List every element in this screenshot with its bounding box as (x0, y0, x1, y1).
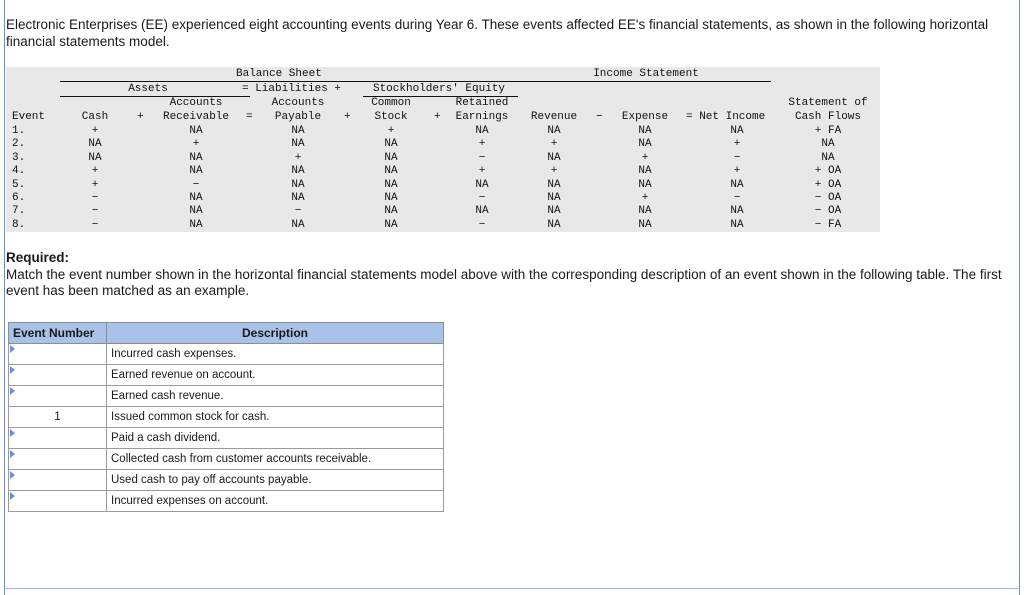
input-marker-icon (10, 492, 15, 500)
model-cell-accounts-receivable: − (192, 178, 200, 191)
model-cell-cash: + (91, 178, 99, 191)
model-cell-revenue: NA (547, 192, 561, 204)
header-statement-of: Statement of (788, 97, 868, 109)
model-cell-accounts-payable: NA (291, 138, 305, 151)
required-section (6, 250, 1006, 300)
col-net-income: = Net Income (686, 111, 766, 123)
match-row (9, 344, 444, 365)
model-cell-retained-earnings: + (478, 165, 486, 178)
header-income-statement: Income Statement (593, 68, 699, 80)
model-cell-net-income: − (733, 192, 741, 204)
model-cell-event: 7. (12, 205, 26, 218)
event-description: Collected cash from customer accounts receivable. (107, 449, 444, 470)
header-accounts-receivable-top: Accounts (169, 97, 223, 109)
model-cell-retained-earnings: NA (475, 205, 489, 218)
col-cash-flows: Cash Flows (794, 111, 861, 123)
col-plus-3: + (434, 111, 441, 123)
model-cell-retained-earnings: + (478, 138, 486, 151)
col-minus: − (596, 111, 603, 123)
event-description: Earned revenue on account. (107, 365, 444, 386)
input-marker-icon (10, 345, 15, 353)
match-row (9, 386, 444, 407)
event-description: Issued common stock for cash. (107, 407, 444, 428)
required-text: Match the event number shown in the horizontal financial statements model above with the corresponding description of an event shown in the following table. The first event has been matched as an example. (6, 266, 1002, 298)
match-row (9, 449, 444, 470)
header-retained: Retained (455, 97, 509, 109)
model-cell-accounts-payable: NA (291, 165, 305, 178)
input-marker-icon (10, 450, 15, 458)
model-cell-accounts-receivable: + (192, 138, 200, 151)
model-cell-expense: + (641, 192, 649, 204)
model-cell-accounts-payable: NA (291, 192, 305, 204)
model-cell-accounts-payable: − (294, 205, 302, 218)
model-cell-revenue: NA (547, 151, 561, 164)
model-cell-event: 2. (12, 138, 26, 151)
col-revenue: Revenue (530, 111, 578, 123)
model-cell-common-stock: NA (384, 151, 398, 164)
event-description: Incurred cash expenses. (107, 344, 444, 365)
event-number-input[interactable] (9, 365, 107, 386)
event-description: Paid a cash dividend. (107, 428, 444, 449)
required-title: Required: (6, 250, 70, 265)
model-cell-cash-flows: NA (821, 138, 835, 151)
model-cell-retained-earnings: NA (475, 125, 489, 137)
model-cell-revenue: NA (547, 178, 561, 191)
model-cell-cash-flows: − FA (814, 218, 842, 231)
model-cell-event: 3. (12, 151, 26, 164)
match-row (9, 365, 444, 386)
model-cell-net-income: + (733, 138, 741, 151)
model-cell-net-income: − (733, 151, 741, 164)
model-cell-common-stock: NA (384, 178, 398, 191)
event-description: Incurred expenses on account. (107, 491, 444, 512)
event-number-input[interactable] (9, 428, 107, 449)
header-liabilities: = Liabilities + (242, 83, 342, 95)
col-cash: Cash (81, 111, 109, 123)
model-cell-revenue: NA (547, 125, 561, 137)
event-number-input[interactable] (9, 470, 107, 491)
model-cell-event: 8. (12, 218, 26, 231)
header-assets: Assets (128, 83, 168, 95)
model-cell-cash-flows: − OA (814, 205, 842, 218)
event-description: Earned cash revenue. (107, 386, 444, 407)
model-cell-event: 6. (12, 192, 26, 204)
model-cell-accounts-receivable: NA (189, 192, 203, 204)
model-cell-expense: NA (638, 138, 652, 151)
model-cell-cash-flows: − OA (814, 192, 842, 204)
model-cell-revenue: NA (547, 205, 561, 218)
match-row (9, 428, 444, 449)
model-cell-cash: + (91, 125, 99, 137)
model-cell-common-stock: NA (384, 218, 398, 231)
match-row (9, 491, 444, 512)
model-cell-revenue: NA (547, 218, 561, 231)
model-cell-net-income: + (733, 165, 741, 178)
model-cell-revenue: + (550, 138, 558, 151)
model-cell-common-stock: NA (384, 165, 398, 178)
model-cell-event: 1. (12, 125, 26, 137)
header-common: Common (371, 97, 411, 109)
model-cell-cash: − (91, 192, 99, 204)
model-cell-accounts-receivable: NA (189, 125, 203, 137)
model-cell-event: 5. (12, 178, 26, 191)
header-event-number: Event Number (9, 323, 107, 344)
model-cell-retained-earnings: − (478, 218, 486, 231)
input-marker-icon (10, 471, 15, 479)
event-number-value[interactable]: 1 (9, 407, 107, 428)
model-cell-cash-flows: + OA (814, 165, 842, 178)
model-cell-revenue: + (550, 165, 558, 178)
model-cell-accounts-receivable: NA (189, 165, 203, 178)
model-cell-expense: NA (638, 218, 652, 231)
model-cell-net-income: NA (730, 178, 744, 191)
event-number-input[interactable] (9, 449, 107, 470)
col-receivable: Receivable (162, 111, 229, 123)
model-cell-net-income: NA (730, 218, 744, 231)
horizontal-statements-model (6, 67, 880, 232)
model-cell-accounts-payable: + (294, 151, 302, 164)
matching-table-body (9, 344, 444, 512)
col-plus-1: + (137, 111, 144, 123)
model-cell-cash: + (91, 165, 99, 178)
model-cell-common-stock: NA (384, 192, 398, 204)
header-accounts-payable-top: Accounts (271, 97, 325, 109)
input-marker-icon (10, 429, 15, 437)
model-cell-retained-earnings: − (478, 192, 486, 204)
model-cell-accounts-payable: NA (291, 125, 305, 137)
model-cell-common-stock: + (387, 125, 395, 137)
match-row (9, 407, 444, 428)
intro-text: Electronic Enterprises (EE) experienced eight accounting events during Year 6. These events affected EE's financial statements, as shown in the following horizontal financial statements model. (6, 17, 989, 49)
model-cell-common-stock: NA (384, 138, 398, 151)
model-cell-accounts-receivable: NA (189, 151, 203, 164)
model-cell-cash: − (91, 218, 99, 231)
model-cell-cash-flows: + FA (814, 125, 842, 137)
left-border (4, 0, 5, 595)
model-cell-accounts-payable: NA (291, 178, 305, 191)
model-cell-cash: NA (88, 138, 102, 151)
event-number-input[interactable] (9, 344, 107, 365)
model-cell-retained-earnings: NA (475, 178, 489, 191)
model-cell-accounts-payable: NA (291, 218, 305, 231)
model-cell-event: 4. (12, 165, 26, 178)
model-cell-expense: NA (638, 165, 652, 178)
header-rule (60, 81, 771, 82)
model-cell-expense: NA (638, 125, 652, 137)
bottom-border (4, 588, 1020, 589)
col-payable: Payable (274, 111, 322, 123)
model-cell-cash: NA (88, 151, 102, 164)
model-cell-accounts-receivable: NA (189, 205, 203, 218)
model-cell-expense: NA (638, 178, 652, 191)
input-marker-icon (10, 387, 15, 395)
event-description: Used cash to pay off accounts payable. (107, 470, 444, 491)
right-border (1019, 0, 1020, 595)
event-number-input[interactable] (9, 491, 107, 512)
model-cell-cash-flows: NA (821, 151, 835, 164)
model-cell-cash: − (91, 205, 99, 218)
col-equals: = (246, 111, 253, 123)
col-stock: Stock (374, 111, 408, 123)
input-marker-icon (10, 366, 15, 374)
header-stockholders-equity: Stockholders' Equity (372, 83, 506, 95)
matching-table (8, 322, 444, 512)
col-earnings: Earnings (455, 111, 509, 123)
model-cell-net-income: NA (730, 205, 744, 218)
match-row (9, 470, 444, 491)
model-cell-accounts-receivable: NA (189, 218, 203, 231)
model-cell-retained-earnings: − (478, 151, 486, 164)
model-cell-net-income: NA (730, 125, 744, 137)
col-expense: Expense (621, 111, 669, 123)
header-balance-sheet: Balance Sheet (236, 68, 322, 80)
header-description: Description (107, 323, 444, 344)
event-number-input[interactable] (9, 386, 107, 407)
model-cell-cash-flows: + OA (814, 178, 842, 191)
model-cell-expense: + (641, 151, 649, 164)
model-cell-expense: NA (638, 205, 652, 218)
col-plus-2: + (344, 111, 351, 123)
col-event: Event (12, 111, 46, 123)
model-cell-common-stock: NA (384, 205, 398, 218)
